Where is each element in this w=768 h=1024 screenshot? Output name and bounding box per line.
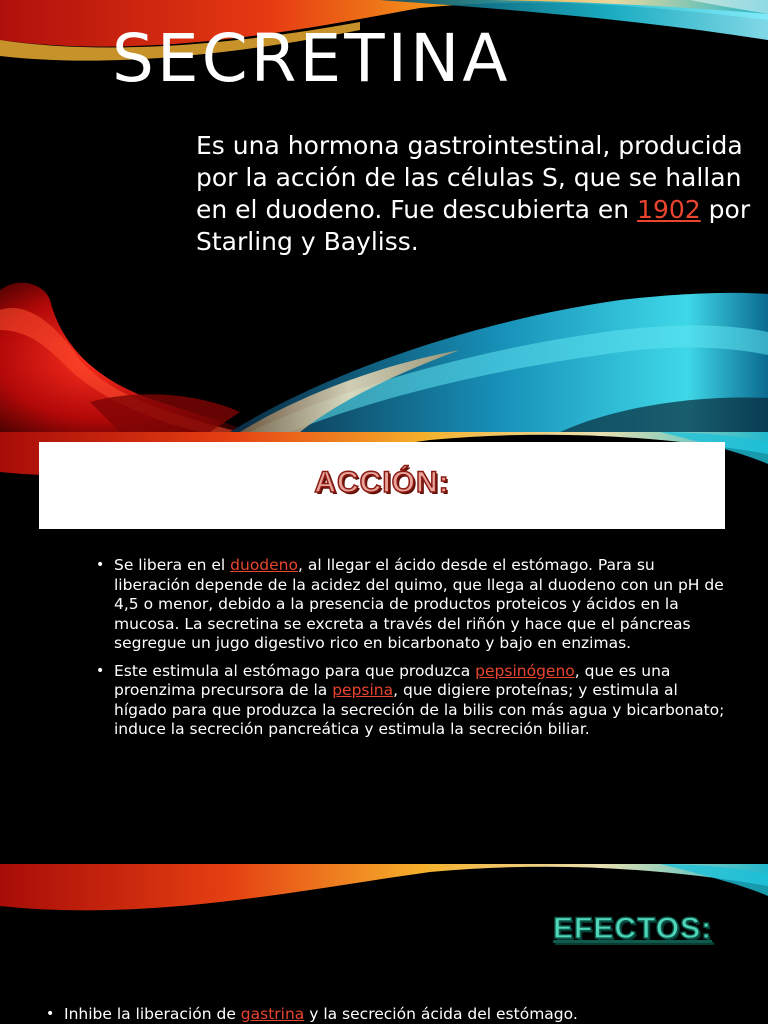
accion-bullet-2: [96, 662, 726, 740]
slide-title: SECRETINA: [112, 20, 511, 97]
intro-paragraph: [196, 130, 756, 258]
duodeno-link[interactable]: duodeno: [230, 556, 298, 574]
bullet-text: , que digiere proteínas; y estimula al hígado para que produzca la secreción de la bilis con más agua y bicarbonato; induce la secreción pancreática y estimula la secreción biliar.: [114, 681, 725, 738]
accion-bullet-list: [96, 556, 726, 748]
bullet-text: , que es una proenzima precursora de la: [114, 661, 671, 699]
pepsinogeno-link[interactable]: pepsinógeno: [475, 661, 575, 680]
intro-text-start: Es una hormona gastrointestinal, producida por la acción de las células S, que se hallan en el duodeno. Fue descubierta en: [196, 131, 743, 224]
slide-secretina: [0, 0, 768, 432]
accion-heading: ACCIÓN:: [314, 466, 450, 499]
bullet-text: , al llegar el ácido desde el estómago. Para su liberación depende de la acidez del quimo, que llega al duodeno con un pH de 4,5 o menor, debido a la presencia de productos proteicos y ácidos en la mucosa. La secretina se excreta a través del riñón y hace que el páncreas segregue un jugo digestivo rico en bicarbonato y bajo en enzimas.: [114, 556, 724, 652]
efectos-bullet-list: [46, 1004, 746, 1024]
intro-text-end: por Starling y Bayliss.: [196, 195, 751, 256]
bullet-text: y la secreción ácida del estómago.: [304, 1005, 578, 1023]
gastrina-link[interactable]: gastrina: [240, 1005, 305, 1023]
efectos-bullet-1: [46, 1004, 746, 1024]
year-link[interactable]: 1902: [637, 195, 701, 224]
slide-accion: [0, 432, 768, 864]
bullet-text: Se libera en el: [114, 556, 231, 574]
bullet-text: Este estimula al estómago para que produzca: [114, 661, 476, 680]
bullet-text: Inhibe la liberación de: [64, 1005, 241, 1023]
pepsina-link[interactable]: pepsina: [332, 681, 394, 699]
slide-efectos: [0, 864, 768, 1024]
accion-bullet-1: [96, 556, 726, 654]
accion-title-box: [39, 442, 725, 529]
efectos-heading: EFECTOS:: [553, 912, 713, 945]
